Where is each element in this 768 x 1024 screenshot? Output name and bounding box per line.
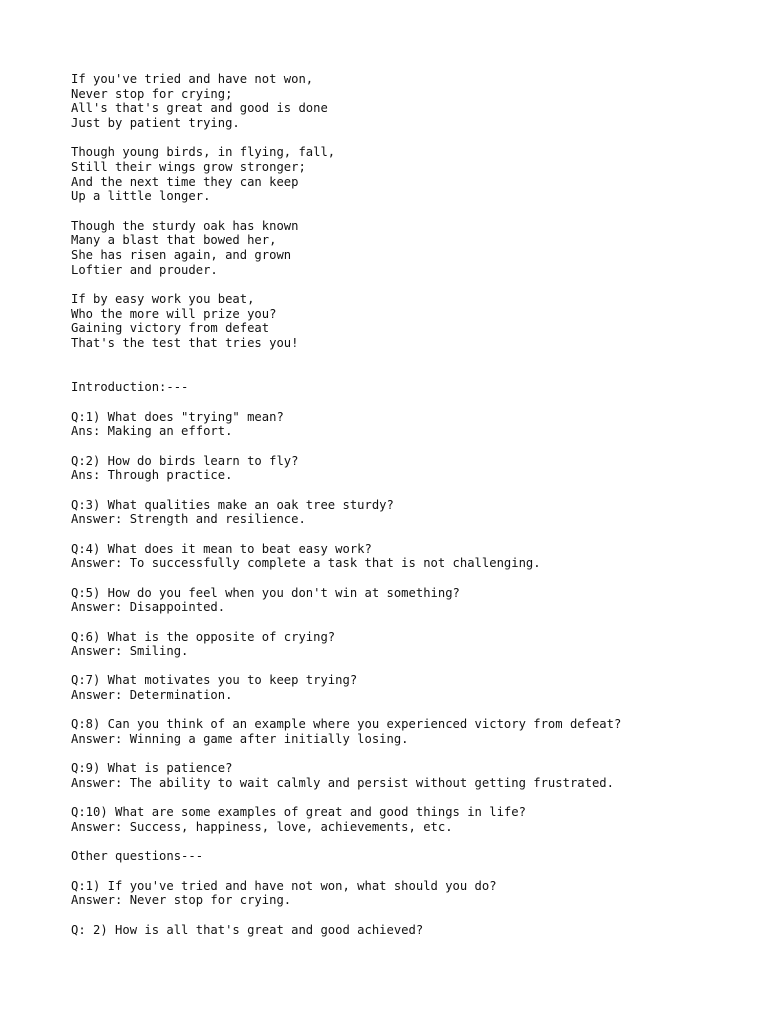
answer: Answer: The ability to wait calmly and persist without getting frustrated. [71, 776, 614, 791]
qa-item [71, 805, 768, 834]
answer: Answer: Strength and resilience. [71, 512, 306, 527]
qa-item [71, 923, 768, 938]
answer: Answer: To successfully complete a task that is not challenging. [71, 556, 541, 571]
question: Q:2) How do birds learn to fly? [71, 453, 299, 468]
qa-item [71, 410, 768, 439]
answer: Answer: Determination. [71, 688, 233, 703]
qa-item [71, 761, 768, 790]
qa-item [71, 542, 768, 571]
poem-line: Gaining victory from defeat [71, 321, 270, 336]
question: Q:10) What are some examples of great and good things in life? [71, 805, 526, 820]
question: Q:1) If you've tried and have not won, what should you do? [71, 878, 497, 893]
question: Q:4) What does it mean to beat easy work? [71, 541, 372, 556]
qa-item [71, 879, 768, 908]
poem-line: Who the more will prize you? [71, 306, 277, 321]
poem-line: Never stop for crying; [71, 86, 233, 101]
qa-item [71, 673, 768, 702]
other-qa-list [71, 879, 768, 938]
answer: Ans: Through practice. [71, 468, 233, 483]
answer: Answer: Winning a game after initially losing. [71, 732, 409, 747]
poem-stanza [71, 145, 768, 204]
answer: Answer: Smiling. [71, 644, 189, 659]
answer: Answer: Never stop for crying. [71, 893, 292, 908]
poem-line: All's that's great and good is done [71, 101, 328, 116]
poem-stanza [71, 292, 768, 351]
qa-item [71, 586, 768, 615]
poem-stanza [71, 219, 768, 278]
poem-line: If by easy work you beat, [71, 292, 255, 307]
question: Q: 2) How is all that's great and good achieved? [71, 922, 424, 937]
qa-item [71, 454, 768, 483]
poem-line: Though the sturdy oak has known [71, 218, 299, 233]
poem-line: Up a little longer. [71, 189, 211, 204]
question: Q:8) Can you think of an example where you experienced victory from defeat? [71, 717, 622, 732]
question: Q:6) What is the opposite of crying? [71, 629, 336, 644]
question: Q:5) How do you feel when you don't win at something? [71, 585, 460, 600]
poem-line: And the next time they can keep [71, 174, 299, 189]
other-heading: Other questions--- [71, 849, 204, 864]
poem-line: That's the test that tries you! [71, 336, 299, 351]
answer: Answer: Disappointed. [71, 600, 226, 615]
intro-qa-list [71, 410, 768, 835]
qa-item [71, 498, 768, 527]
question: Q:7) What motivates you to keep trying? [71, 673, 358, 688]
poem-line: Still their wings grow stronger; [71, 160, 306, 175]
poem-line: Many a blast that bowed her, [71, 233, 277, 248]
poem-stanza [71, 72, 768, 131]
answer: Answer: Success, happiness, love, achievements, etc. [71, 820, 453, 835]
answer: Ans: Making an effort. [71, 424, 233, 439]
intro-heading: Introduction:--- [71, 380, 189, 395]
poem-line: If you've tried and have not won, [71, 72, 314, 86]
question: Q:9) What is patience? [71, 761, 233, 776]
question: Q:3) What qualities make an oak tree sturdy? [71, 497, 394, 512]
question: Q:1) What does "trying" mean? [71, 409, 284, 424]
poem-line: She has risen again, and grown [71, 248, 292, 263]
poem-line: Just by patient trying. [71, 116, 240, 131]
poem-line: Loftier and prouder. [71, 262, 218, 277]
poem [71, 72, 768, 351]
qa-item [71, 630, 768, 659]
qa-item [71, 717, 768, 746]
poem-line: Though young birds, in flying, fall, [71, 145, 336, 160]
